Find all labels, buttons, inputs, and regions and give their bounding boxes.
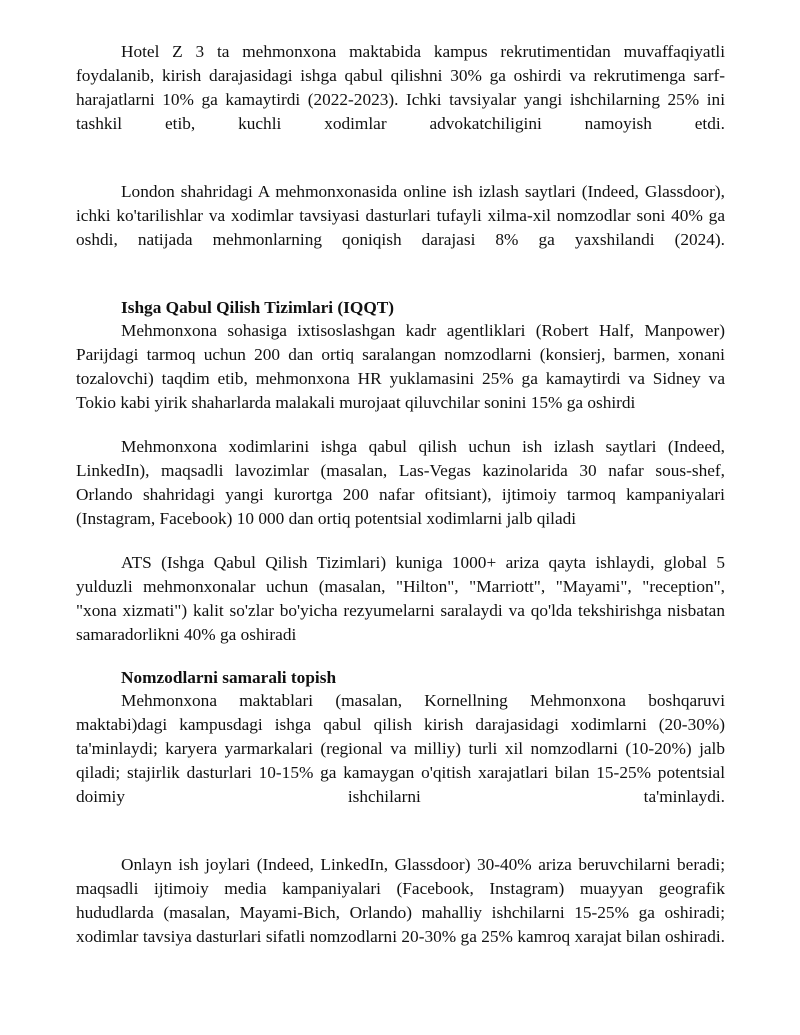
- paragraph-ats: ATS (Ishga Qabul Qilish Tizimlari) kuniga 1000+ ariza qayta ishlaydi, global 5 yulduzli mehmonxonalar uchun (masalan, "Hilton", "Marriott", "Mayami", "reception", "xona xizmati") kalit so'zlar bo'yicha rezyumelarni saralaydi va qo'lda tekshirishga nisbatan samaradorlikni 40% ga oshiradi: [76, 553, 725, 644]
- paragraph-schools: Mehmonxona maktablari (masalan, Kornellning Mehmonxona boshqaruvi maktabi)dagi kampusdagi ishga qabul qilish kirish darajasidagi xodimlarni (20-30%) ta'minlaydi; karyera yarmarkalari (regional va milliy) turli xil nomzodlarni (10-20%) jalb qiladi; stajirlik dasturlari 10-15% ga kamaygan o'qitish xarajatlari bilan 15-25% potentsial doimiy ishchilarni ta'minlaydi.: [76, 691, 725, 806]
- paragraph-online-jobs: Onlayn ish joylari (Indeed, LinkedIn, Glassdoor) 30-40% ariza beruvchilarni beradi; maqsadli ijtimoiy media kampaniyalari (Facebook, Instagram) muayyan geografik hududlarda (masalan, Mayami-Bich, Orlando) mahalliy ishchilarni 15-25% ga oshiradi; xodimlar tavsiya dasturlari sifatli nomzodlarni 20-30% ga 25% kamroq xarajat bilan oshiradi.: [76, 855, 725, 946]
- paragraph-hotel-z: Hotel Z 3 ta mehmonxona maktabida kampus rekrutimentidan muvaffaqiyatli foydalanib, kirish darajasidagi ishga qabul qilishni 30% ga oshirdi va rekrutimenga sarf-harajatlarni 10% ga kamaytirdi (2022-2023). Ichki tavsiyalar yangi ishchilarning 25% ini tashkil etib, kuchli xodimlar advokatchiligini namoyish etdi.: [76, 42, 725, 133]
- paragraph-job-sites: Mehmonxona xodimlarini ishga qabul qilish uchun ish izlash saytlari (Indeed, LinkedIn), maqsadli lavozimlar (masalan, Las-Vegas kazinolarida 30 nafar sous-shef, Orlando shahridagi yangi kurortga 200 nafar ofitsiant), ijtimoiy tarmoq kampaniyalari (Instagram, Facebook) 10 000 dan ortiq potentsial xodimlarni jalb qiladi: [76, 437, 725, 528]
- document-page: [76, 40, 725, 949]
- heading-candidate-search: Nomzodlarni samarali topish: [121, 668, 337, 687]
- paragraph-london-hotel: London shahridagi A mehmonxonasida online ish izlash saytlari (Indeed, Glassdoor), ichki ko'tarilishlar va xodimlar tavsiyasi dasturlari tufayli xilma-xil nomzodlar soni 40% ga oshdi, natijada mehmonlarning qoniqish darajasi 8% ga yaxshilandi (2024).: [76, 182, 725, 249]
- paragraph-agencies: Mehmonxona sohasiga ixtisoslashgan kadr agentliklari (Robert Half, Manpower) Parijdagi tarmoq uchun 200 dan ortiq saralangan nomzodlarni (konsierj, barmen, xonani tozalovchi) taqdim etib, mehmonxona HR yuklamasini 25% ga kamaytirdi va Sidney va Tokio kabi yirik shaharlarda malakali murojaat qiluvchilar sonini 15% ga oshirdi: [76, 321, 725, 412]
- heading-iqqt: Ishga Qabul Qilish Tizimlari (IQQT): [121, 298, 395, 317]
